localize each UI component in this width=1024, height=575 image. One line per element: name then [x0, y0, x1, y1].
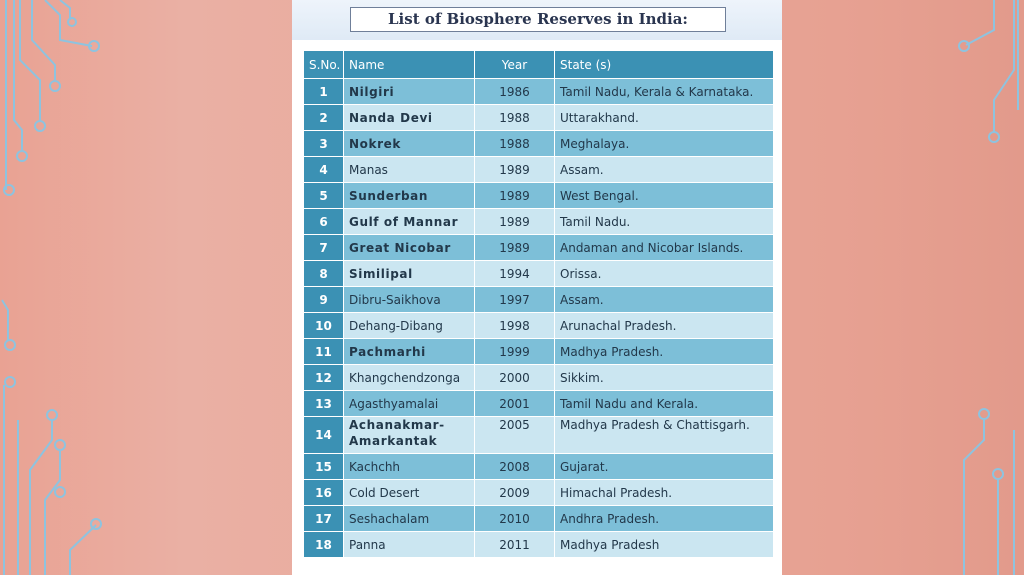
cell-sno: 13: [304, 391, 344, 417]
table-row: [304, 417, 774, 454]
cell-year: 2005: [475, 417, 555, 454]
cell-sno: 1: [304, 79, 344, 105]
cell-sno: 18: [304, 532, 344, 558]
cell-state: Andhra Pradesh.: [555, 506, 774, 532]
table-row: [304, 532, 774, 558]
cell-name: Panna: [344, 532, 475, 558]
cell-sno: 12: [304, 365, 344, 391]
cell-sno: 6: [304, 209, 344, 235]
cell-sno: 15: [304, 454, 344, 480]
cell-state: Madhya Pradesh.: [555, 339, 774, 365]
cell-name: Nanda Devi: [344, 105, 475, 131]
table-row: [304, 209, 774, 235]
cell-year: 1989: [475, 235, 555, 261]
cell-year: 1989: [475, 157, 555, 183]
cell-name: Kachchh: [344, 454, 475, 480]
cell-state: Sikkim.: [555, 365, 774, 391]
cell-sno: 4: [304, 157, 344, 183]
cell-year: 2009: [475, 480, 555, 506]
cell-state: Assam.: [555, 157, 774, 183]
biosphere-reserves-table: [303, 50, 774, 558]
cell-state: Uttarakhand.: [555, 105, 774, 131]
cell-sno: 7: [304, 235, 344, 261]
table-row: [304, 157, 774, 183]
cell-name: Achanakmar-Amarkantak: [344, 417, 475, 454]
cell-name: Agasthyamalai: [344, 391, 475, 417]
cell-sno: 9: [304, 287, 344, 313]
cell-name: Similipal: [344, 261, 475, 287]
cell-name: Manas: [344, 157, 475, 183]
cell-state: Andaman and Nicobar Islands.: [555, 235, 774, 261]
header-year: Year: [475, 51, 555, 79]
cell-state: Madhya Pradesh & Chattisgarh.: [555, 417, 774, 454]
cell-year: 1988: [475, 131, 555, 157]
cell-name: Gulf of Mannar: [344, 209, 475, 235]
cell-state: Assam.: [555, 287, 774, 313]
table-row: [304, 365, 774, 391]
table-body: [304, 79, 774, 558]
table-row: [304, 480, 774, 506]
cell-state: Gujarat.: [555, 454, 774, 480]
table-row: [304, 454, 774, 480]
cell-name: Sunderban: [344, 183, 475, 209]
cell-sno: 5: [304, 183, 344, 209]
cell-sno: 2: [304, 105, 344, 131]
cell-sno: 8: [304, 261, 344, 287]
cell-year: 2011: [475, 532, 555, 558]
cell-year: 1989: [475, 209, 555, 235]
cell-sno: 10: [304, 313, 344, 339]
table-row: [304, 287, 774, 313]
cell-year: 2000: [475, 365, 555, 391]
cell-year: 1997: [475, 287, 555, 313]
cell-state: Orissa.: [555, 261, 774, 287]
header-sno: S.No.: [304, 51, 344, 79]
table-row: [304, 261, 774, 287]
cell-year: 2001: [475, 391, 555, 417]
cell-sno: 17: [304, 506, 344, 532]
page-title: List of Biosphere Reserves in India:: [350, 7, 726, 32]
table-row: [304, 183, 774, 209]
cell-state: Tamil Nadu, Kerala & Karnataka.: [555, 79, 774, 105]
cell-name: Nokrek: [344, 131, 475, 157]
cell-name: Dehang-Dibang: [344, 313, 475, 339]
cell-name: Seshachalam: [344, 506, 475, 532]
cell-year: 2010: [475, 506, 555, 532]
cell-state: Himachal Pradesh.: [555, 480, 774, 506]
cell-state: Madhya Pradesh: [555, 532, 774, 558]
cell-sno: 14: [304, 417, 344, 454]
cell-year: 1999: [475, 339, 555, 365]
cell-name: Great Nicobar: [344, 235, 475, 261]
table-row: [304, 105, 774, 131]
cell-year: 2008: [475, 454, 555, 480]
cell-year: 1994: [475, 261, 555, 287]
cell-year: 1986: [475, 79, 555, 105]
header-state: State (s): [555, 51, 774, 79]
cell-name: Cold Desert: [344, 480, 475, 506]
cell-state: Tamil Nadu and Kerala.: [555, 391, 774, 417]
cell-sno: 11: [304, 339, 344, 365]
cell-name: Dibru-Saikhova: [344, 287, 475, 313]
table-row: [304, 131, 774, 157]
cell-state: West Bengal.: [555, 183, 774, 209]
cell-state: Tamil Nadu.: [555, 209, 774, 235]
cell-name: Nilgiri: [344, 79, 475, 105]
cell-state: Arunachal Pradesh.: [555, 313, 774, 339]
circuit-decoration-left: [0, 0, 110, 575]
cell-state: Meghalaya.: [555, 131, 774, 157]
table-row: [304, 79, 774, 105]
cell-sno: 16: [304, 480, 344, 506]
header-name: Name: [344, 51, 475, 79]
circuit-decoration-right: [954, 0, 1024, 575]
slide-image-panel: [292, 0, 782, 575]
title-band: [292, 0, 782, 40]
cell-year: 1998: [475, 313, 555, 339]
table-row: [304, 235, 774, 261]
cell-year: 1988: [475, 105, 555, 131]
cell-name: Khangchendzonga: [344, 365, 475, 391]
cell-name: Pachmarhi: [344, 339, 475, 365]
cell-year: 1989: [475, 183, 555, 209]
cell-sno: 3: [304, 131, 344, 157]
table-row: [304, 506, 774, 532]
table-header-row: [304, 51, 774, 79]
table-row: [304, 339, 774, 365]
table-row: [304, 391, 774, 417]
table-row: [304, 313, 774, 339]
